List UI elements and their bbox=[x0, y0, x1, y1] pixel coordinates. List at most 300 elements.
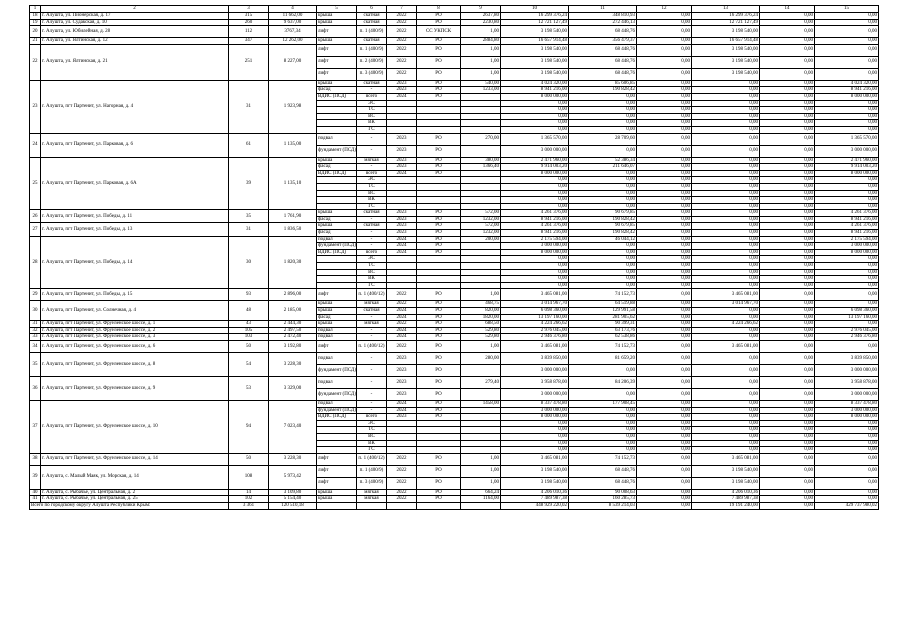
work-cell: 0,00 bbox=[815, 126, 879, 133]
work-cell: 4 024 320,00 bbox=[815, 80, 879, 87]
address-cell: г. Алушта, пгт Партенит, ул. Фрунзенское шоссе, д. 1 bbox=[41, 321, 229, 328]
residents-cell: 251 bbox=[229, 44, 269, 80]
work-cell bbox=[387, 256, 417, 263]
table-row bbox=[30, 236, 879, 243]
work-cell: 1,00 bbox=[461, 465, 501, 477]
work-cell: 8 000 000,00 bbox=[501, 414, 569, 421]
work-cell: 74 152,73 bbox=[569, 453, 637, 465]
work-cell: 356 479,37 bbox=[569, 38, 637, 45]
work-cell bbox=[417, 256, 461, 263]
work-cell: 0,00 bbox=[569, 197, 637, 204]
work-cell: 13 197 160,00 bbox=[815, 314, 879, 321]
row-number: 37 bbox=[30, 400, 41, 453]
work-cell: 0,00 bbox=[815, 440, 879, 447]
work-cell: 2022 bbox=[387, 489, 417, 496]
work-cell: 0,00 bbox=[637, 170, 692, 177]
work-cell: 0,00 bbox=[760, 87, 815, 94]
work-cell: РО bbox=[417, 327, 461, 334]
work-cell: ЭС bbox=[357, 177, 387, 184]
work-cell: 160 285,73 bbox=[569, 496, 637, 503]
work-cell: 0,00 bbox=[569, 364, 637, 376]
work-cell: 0,00 bbox=[760, 230, 815, 237]
header-cell: 15 bbox=[815, 6, 879, 13]
work-cell: 2022 bbox=[387, 340, 417, 352]
work-cell bbox=[417, 269, 461, 276]
work-cell: РО bbox=[417, 44, 461, 56]
address-cell: г. Алушта, пгт Партенит, ул. Солнечная, д. 4 bbox=[41, 301, 229, 321]
work-cell: 0,00 bbox=[815, 433, 879, 440]
work-cell bbox=[461, 420, 501, 427]
work-cell: 4 261 376,00 bbox=[501, 210, 569, 217]
work-cell: 0,00 bbox=[637, 249, 692, 256]
work-cell: 3 198 540,00 bbox=[501, 477, 569, 489]
work-cell: 0,00 bbox=[692, 352, 760, 364]
work-cell: 0,00 bbox=[760, 376, 815, 388]
work-cell: РО bbox=[417, 496, 461, 503]
work-cell: 0,00 bbox=[692, 230, 760, 237]
work-cell: РО bbox=[417, 301, 461, 308]
work-cell: 1164,00 bbox=[461, 496, 501, 503]
work-cell: мягкая bbox=[357, 157, 387, 164]
work-cell: 7 489 987,38 bbox=[501, 496, 569, 503]
work-cell: лифт bbox=[317, 340, 357, 352]
work-cell: крыша bbox=[317, 38, 357, 45]
work-cell: 2024 bbox=[387, 314, 417, 321]
work-cell bbox=[417, 190, 461, 197]
work-cell: 0,00 bbox=[692, 376, 760, 388]
address-cell: г. Алушта, пгт Партенит, ул. Победы, д. 14 bbox=[41, 236, 229, 289]
work-cell: 0,00 bbox=[815, 13, 879, 20]
work-cell: ВДИС (ПСД) bbox=[317, 93, 357, 100]
work-cell: 0,00 bbox=[569, 183, 637, 190]
work-cell: 0,00 bbox=[760, 223, 815, 230]
work-cell: 0,00 bbox=[637, 376, 692, 388]
work-cell: скатная bbox=[357, 38, 387, 45]
work-cell: ВДИС (ПСД) bbox=[317, 170, 357, 177]
row-number: 26 bbox=[30, 210, 41, 223]
address-cell: г. Алушта, пгт Партенит, ул. Победы, д. 11 bbox=[41, 210, 229, 223]
work-cell bbox=[461, 93, 501, 100]
row-number: 38 bbox=[30, 453, 41, 465]
work-cell: 0,00 bbox=[637, 420, 692, 427]
work-cell: - bbox=[357, 164, 387, 171]
work-cell: 820,00 bbox=[461, 308, 501, 315]
work-cell: п. 1 (400/9) bbox=[357, 465, 387, 477]
work-cell: ГС bbox=[357, 282, 387, 289]
work-cell: 0,00 bbox=[637, 496, 692, 503]
work-cell bbox=[387, 440, 417, 447]
work-cell bbox=[417, 100, 461, 107]
work-cell bbox=[461, 282, 501, 289]
work-cell: 0,00 bbox=[760, 314, 815, 321]
work-cell: 0,00 bbox=[692, 223, 760, 230]
work-cell: 0,00 bbox=[637, 465, 692, 477]
work-cell bbox=[461, 440, 501, 447]
table-row bbox=[30, 496, 879, 503]
row-number: 29 bbox=[30, 289, 41, 301]
work-cell: 0,00 bbox=[815, 183, 879, 190]
work-cell: скатная bbox=[357, 210, 387, 217]
table-row bbox=[30, 376, 879, 388]
work-cell: 0,00 bbox=[692, 427, 760, 434]
area-cell: 3 329,00 bbox=[269, 376, 317, 400]
work-cell: 3 000 000,00 bbox=[501, 145, 569, 157]
work-cell: РО bbox=[417, 133, 461, 145]
work-cell: лифт bbox=[317, 44, 357, 56]
work-cell: 0,00 bbox=[692, 210, 760, 217]
work-cell: 0,00 bbox=[569, 388, 637, 400]
work-cell: 1,00 bbox=[461, 56, 501, 68]
work-cell: 0,00 bbox=[637, 26, 692, 38]
work-cell: 0,00 bbox=[760, 334, 815, 341]
area-cell: 3767,34 bbox=[269, 26, 317, 38]
table-row bbox=[30, 19, 879, 26]
work-cell: 4 224 266,62 bbox=[692, 321, 760, 328]
work-cell: 0,00 bbox=[760, 327, 815, 334]
work-cell: 0,00 bbox=[692, 400, 760, 407]
work-cell: 0,00 bbox=[815, 489, 879, 496]
work-cell: 90 008,63 bbox=[569, 489, 637, 496]
work-cell: 0,00 bbox=[692, 263, 760, 270]
work-cell: всего bbox=[357, 414, 387, 421]
work-cell bbox=[317, 427, 357, 434]
row-number: 41 bbox=[30, 496, 41, 503]
work-cell: 0,00 bbox=[569, 433, 637, 440]
work-cell: 3 465 081,00 bbox=[501, 453, 569, 465]
work-cell: 0,00 bbox=[637, 308, 692, 315]
work-cell: 1,00 bbox=[461, 68, 501, 80]
work-cell: 0,00 bbox=[815, 38, 879, 45]
work-cell: 3 000 000,00 bbox=[815, 364, 879, 376]
work-cell: ГС bbox=[357, 126, 387, 133]
work-cell: 0,00 bbox=[637, 68, 692, 80]
work-cell: 0,00 bbox=[692, 120, 760, 127]
work-cell: 16 299 376,24 bbox=[692, 13, 760, 20]
work-cell: - bbox=[357, 334, 387, 341]
work-cell: РО bbox=[417, 68, 461, 80]
work-cell: 0,00 bbox=[815, 107, 879, 114]
row-number: 18 bbox=[30, 13, 41, 20]
work-cell: 0,00 bbox=[692, 126, 760, 133]
work-cell: 380,00 bbox=[461, 157, 501, 164]
work-cell: 3 465 081,00 bbox=[692, 453, 760, 465]
work-cell: 0,00 bbox=[815, 68, 879, 80]
work-cell: 0,00 bbox=[815, 44, 879, 56]
work-cell bbox=[387, 420, 417, 427]
work-cell: 0,00 bbox=[760, 496, 815, 503]
work-cell: 0,00 bbox=[637, 113, 692, 120]
work-cell bbox=[317, 126, 357, 133]
work-cell: 2024 bbox=[387, 407, 417, 414]
work-cell: 8 000 000,00 bbox=[501, 170, 569, 177]
work-cell: фундамент (ПСД) bbox=[317, 364, 357, 376]
row-number: 22 bbox=[30, 44, 41, 80]
work-cell: 0,00 bbox=[637, 364, 692, 376]
work-cell: 0,00 bbox=[760, 249, 815, 256]
work-cell: РО bbox=[417, 164, 461, 171]
total-specific-cost: 8 539 214,03 bbox=[569, 502, 637, 509]
work-cell: 0,00 bbox=[760, 276, 815, 283]
work-cell bbox=[317, 120, 357, 127]
work-cell: 0,00 bbox=[815, 19, 879, 26]
address-cell: г. Алушта, пгт Партенит, ул. Фрунзенское шоссе, д. 9 bbox=[41, 376, 229, 400]
work-cell: 3 014 967,70 bbox=[692, 301, 760, 308]
residents-cell: 260 bbox=[229, 19, 269, 26]
work-cell: 0,00 bbox=[760, 44, 815, 56]
work-cell: подвал bbox=[317, 334, 357, 341]
address-cell: г. Алушта, пгт Партенит, ул. Победы, д. 13 bbox=[41, 223, 229, 236]
work-cell bbox=[317, 433, 357, 440]
work-cell: 0,00 bbox=[501, 263, 569, 270]
work-cell: РО bbox=[417, 308, 461, 315]
work-cell: 3 198 540,00 bbox=[692, 56, 760, 68]
work-cell: 0,00 bbox=[760, 453, 815, 465]
area-cell: 5 154,40 bbox=[269, 496, 317, 503]
work-cell: лифт bbox=[317, 453, 357, 465]
work-cell: крыша bbox=[317, 80, 357, 87]
work-cell bbox=[317, 203, 357, 210]
work-cell bbox=[317, 183, 357, 190]
work-cell: 4 261 376,00 bbox=[815, 223, 879, 230]
work-cell bbox=[317, 197, 357, 204]
work-cell: 0,00 bbox=[760, 107, 815, 114]
work-cell: 0,00 bbox=[637, 93, 692, 100]
work-cell: ВК bbox=[357, 276, 387, 283]
work-cell: 1,00 bbox=[461, 477, 501, 489]
work-cell: 3 198 540,00 bbox=[692, 465, 760, 477]
work-cell: 8 000 000,00 bbox=[815, 170, 879, 177]
work-cell bbox=[417, 197, 461, 204]
work-cell: 16 657 914,48 bbox=[501, 38, 569, 45]
work-cell: 0,00 bbox=[637, 400, 692, 407]
work-cell: 0,00 bbox=[692, 420, 760, 427]
work-cell: 12 721 127,49 bbox=[501, 19, 569, 26]
work-cell: 2022 bbox=[387, 26, 417, 38]
work-cell: 0,00 bbox=[569, 107, 637, 114]
work-cell: РО bbox=[417, 321, 461, 328]
work-cell: 0,00 bbox=[760, 157, 815, 164]
work-cell: 572,00 bbox=[461, 223, 501, 230]
work-cell: РО bbox=[417, 230, 461, 237]
area-cell: 2 444,30 bbox=[269, 321, 317, 328]
row-number: 19 bbox=[30, 19, 41, 26]
work-cell: 0,00 bbox=[692, 308, 760, 315]
area-cell: 1 923,98 bbox=[269, 80, 317, 133]
work-cell: 3 465 081,00 bbox=[501, 289, 569, 301]
work-cell: 0,00 bbox=[760, 489, 815, 496]
work-cell: 0,00 bbox=[692, 327, 760, 334]
work-cell: РО bbox=[417, 340, 461, 352]
work-cell: 0,00 bbox=[637, 388, 692, 400]
work-cell: 3 000 000,00 bbox=[815, 407, 879, 414]
work-cell: 0,00 bbox=[637, 407, 692, 414]
work-cell: 0,00 bbox=[637, 120, 692, 127]
work-cell: РО bbox=[417, 376, 461, 388]
work-cell: лифт bbox=[317, 56, 357, 68]
work-cell: 0,00 bbox=[569, 420, 637, 427]
work-cell: - bbox=[357, 87, 387, 94]
work-cell: лифт bbox=[317, 68, 357, 80]
work-cell: 2023 bbox=[387, 87, 417, 94]
work-cell: 2 946 376,80 bbox=[501, 334, 569, 341]
work-cell: 0,00 bbox=[692, 87, 760, 94]
work-cell: 0,00 bbox=[692, 269, 760, 276]
work-cell: РО bbox=[417, 388, 461, 400]
residents-cell: 54 bbox=[229, 352, 269, 376]
work-cell: п. 1 (400/12) bbox=[357, 453, 387, 465]
work-cell bbox=[461, 170, 501, 177]
row-number: 20 bbox=[30, 26, 41, 38]
work-cell: 2024 bbox=[387, 236, 417, 243]
work-cell: - bbox=[357, 145, 387, 157]
address-cell: г. Алушта, пгт Партенит, ул. Фрунзенское шоссе, д. 2 bbox=[41, 327, 229, 334]
work-cell bbox=[387, 276, 417, 283]
work-cell: 2023 bbox=[387, 157, 417, 164]
work-cell: фундамент (ПСД) bbox=[318, 243, 356, 249]
work-cell: 0,00 bbox=[501, 197, 569, 204]
work-cell: 0,00 bbox=[569, 256, 637, 263]
work-cell bbox=[317, 440, 357, 447]
work-cell: 272 446,13 bbox=[569, 19, 637, 26]
work-cell: 0,00 bbox=[815, 256, 879, 263]
work-cell: РО bbox=[417, 93, 461, 100]
work-cell: крыша bbox=[317, 301, 357, 308]
work-cell: 0,00 bbox=[501, 190, 569, 197]
work-cell: ВС bbox=[357, 433, 387, 440]
residents-cell: 39 bbox=[229, 157, 269, 210]
table-row bbox=[30, 400, 879, 407]
area-cell: 2 472,40 bbox=[269, 334, 317, 341]
work-cell: - bbox=[357, 352, 387, 364]
work-cell: 0,00 bbox=[501, 113, 569, 120]
work-cell: 0,00 bbox=[760, 269, 815, 276]
work-cell: 3 000 000,00 bbox=[501, 388, 569, 400]
residents-cell: 102 bbox=[229, 496, 269, 503]
work-cell: 3 000 000,00 bbox=[815, 145, 879, 157]
address-cell: г. Алушта, пгт Партенит, ул. Парковая, д. 6А bbox=[41, 157, 229, 210]
work-cell: 0,00 bbox=[637, 44, 692, 56]
address-cell: г. Алушта, ул. Пионерская, д. 17 bbox=[41, 13, 229, 20]
work-cell: 540,00 bbox=[461, 80, 501, 87]
work-cell: 0,00 bbox=[815, 301, 879, 308]
work-cell: 0,00 bbox=[760, 400, 815, 407]
work-cell: 2022 bbox=[387, 13, 417, 20]
work-cell: 3 839 850,00 bbox=[815, 352, 879, 364]
work-cell: 0,00 bbox=[637, 87, 692, 94]
work-cell: РО bbox=[417, 13, 461, 20]
work-cell: - bbox=[357, 216, 387, 223]
work-cell: фасад bbox=[317, 314, 357, 321]
work-cell: мягкая bbox=[357, 489, 387, 496]
work-cell: 0,00 bbox=[760, 308, 815, 315]
work-cell: 200,00 bbox=[461, 236, 501, 243]
header-cell: 3 bbox=[229, 6, 269, 13]
header-cell: 11 bbox=[569, 6, 637, 13]
work-cell: 0,00 bbox=[760, 340, 815, 352]
work-cell: 129 991,58 bbox=[569, 308, 637, 315]
work-cell: 0,00 bbox=[760, 100, 815, 107]
area-cell: 3 228,30 bbox=[269, 453, 317, 465]
work-cell: фундамент (ПСД) bbox=[317, 388, 357, 400]
work-cell: РО bbox=[417, 243, 461, 250]
residents-cell: 31 bbox=[229, 80, 269, 133]
work-cell: 0,00 bbox=[815, 453, 879, 465]
work-cell: ЭС bbox=[357, 100, 387, 107]
work-cell: крыша bbox=[317, 321, 357, 328]
work-cell: 0,00 bbox=[637, 38, 692, 45]
work-cell: 0,00 bbox=[692, 113, 760, 120]
work-cell: 1366,40 bbox=[461, 164, 501, 171]
row-number: 30 bbox=[30, 301, 41, 321]
work-cell: 2022 bbox=[387, 289, 417, 301]
work-cell: 2023 bbox=[387, 364, 417, 376]
work-cell: РО bbox=[417, 87, 461, 94]
work-cell: 0,00 bbox=[637, 13, 692, 20]
work-cell: РО bbox=[417, 223, 461, 230]
area-cell: 1 135,10 bbox=[269, 157, 317, 210]
work-cell: 2022 bbox=[387, 68, 417, 80]
work-cell: 1820,00 bbox=[461, 314, 501, 321]
address-cell: г. Алушта, ул. Ялтинская, д. 21 bbox=[41, 44, 229, 80]
work-cell: 2023 bbox=[387, 210, 417, 217]
work-cell bbox=[461, 177, 501, 184]
work-cell: ВДИС (ПСД) bbox=[317, 249, 357, 256]
table-row bbox=[30, 44, 879, 56]
work-cell: 0,00 bbox=[637, 352, 692, 364]
work-cell: мягкая bbox=[357, 496, 387, 503]
work-cell: 8 337 478,80 bbox=[815, 400, 879, 407]
work-cell: 0,00 bbox=[569, 263, 637, 270]
work-cell: 0,00 bbox=[637, 126, 692, 133]
work-cell bbox=[461, 427, 501, 434]
work-cell: - bbox=[357, 400, 387, 407]
work-cell: 0,00 bbox=[760, 13, 815, 20]
row-number: 28 bbox=[30, 236, 41, 289]
work-cell: 0,00 bbox=[760, 216, 815, 223]
work-cell: скатная bbox=[357, 13, 387, 20]
work-cell: 0,00 bbox=[692, 388, 760, 400]
work-cell: 90 679,85 bbox=[569, 223, 637, 230]
address-cell: г. Алушта, пгт Партенит, ул. Фрунзенское шоссе, д. 8 bbox=[41, 352, 229, 376]
work-cell: 3 000 000,00 bbox=[815, 388, 879, 400]
work-cell: 0,00 bbox=[692, 414, 760, 421]
work-cell: 2 175 594,00 bbox=[501, 236, 569, 243]
work-cell bbox=[461, 364, 501, 376]
work-cell: 0,00 bbox=[637, 256, 692, 263]
work-cell bbox=[461, 243, 501, 250]
work-cell: 0,00 bbox=[760, 26, 815, 38]
work-cell: 0,00 bbox=[637, 433, 692, 440]
work-cell: РО bbox=[417, 38, 461, 45]
work-cell: 0,00 bbox=[760, 38, 815, 45]
work-cell: 0,00 bbox=[637, 314, 692, 321]
total-row bbox=[30, 502, 879, 509]
work-cell bbox=[417, 420, 461, 427]
work-cell: 0,00 bbox=[637, 197, 692, 204]
work-cell bbox=[387, 282, 417, 289]
work-cell bbox=[317, 420, 357, 427]
work-cell: 3 198 540,00 bbox=[501, 56, 569, 68]
table-row bbox=[30, 489, 879, 496]
address-cell: г. Алушта, с. Малый Маяк, ул. Морская, д. 14 bbox=[41, 465, 229, 489]
work-cell: 68 448,76 bbox=[569, 477, 637, 489]
work-cell: 0,00 bbox=[760, 203, 815, 210]
work-cell: 7 489 987,38 bbox=[692, 496, 760, 503]
work-cell: 0,00 bbox=[637, 177, 692, 184]
work-cell: 0,00 bbox=[760, 433, 815, 440]
work-cell: 0,00 bbox=[815, 56, 879, 68]
work-cell bbox=[417, 282, 461, 289]
